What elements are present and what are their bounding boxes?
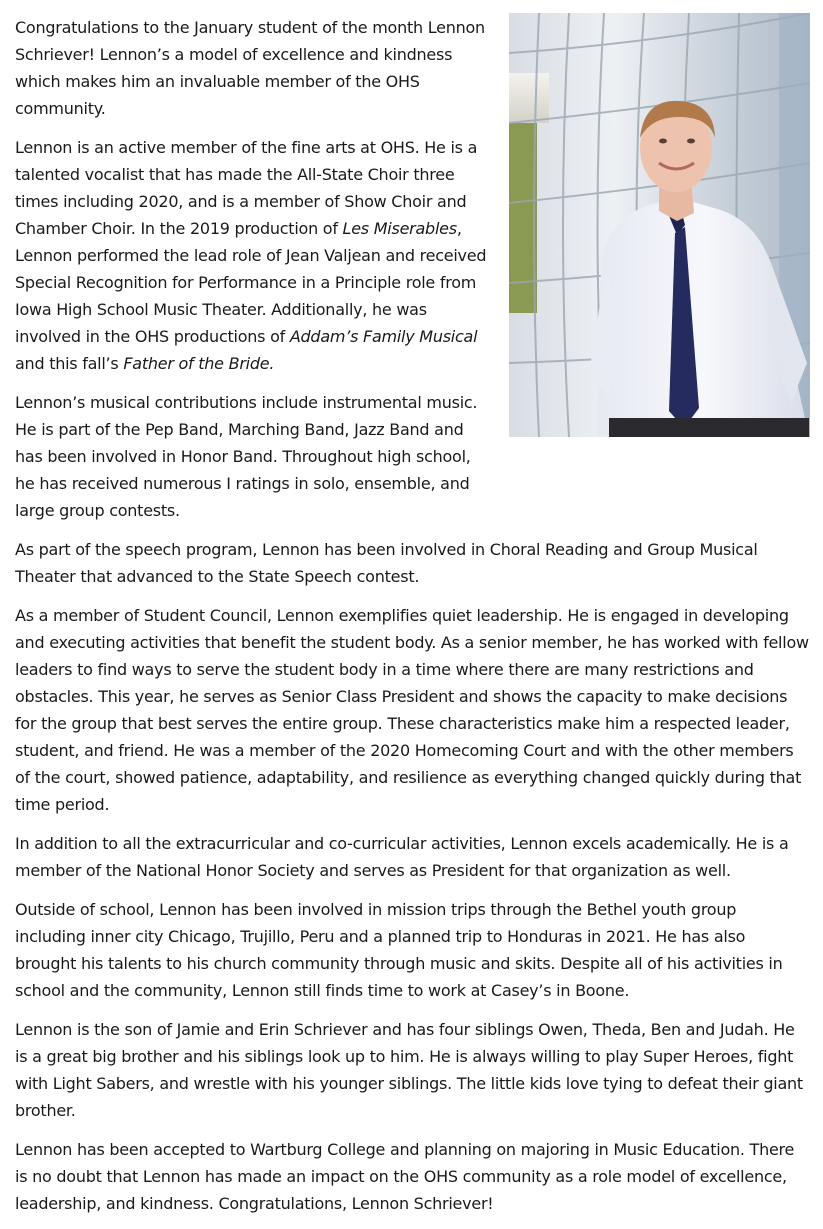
paragraph-student-council: As a member of Student Council, Lennon exemplifies quiet leadership. He is engaged in developing and executing activities that benefit the student body. As a senior member, he has worked with fellow leaders to find ways to serve the student body in a time where there are many restrictions and obstacles. This year, he serves as Senior Class President and shows the capacity to make decisions for the group that best serves the entire group. These characteristics make him a respected leader, student, and friend. He was a member of the 2020 Homecoming Court and with the other members of the court, showed patience, adaptability, and resilience as everything changed quickly during that time period. [15,606,809,814]
paragraph-academics: In addition to all the extracurricular and co-curricular activities, Lennon excels academically. He is a member of the National Honor Society and serves as President for that organization as well. [15,834,789,880]
paragraph-instrumental: Lennon’s musical contributions include instrumental music. He is part of the Pep Band, Marching Band, Jazz Band and has been involved in Honor Band. Throughout high school, he has received numerous I ratings in solo, ensemble, and large group contests. [15,393,478,520]
paragraph-college: Lennon has been accepted to Wartburg College and planning on majoring in Music Education. There is no doubt that Lennon has made an impact on the OHS community as a role model of excellence, leadership, and kindness. Congratulations, Lennon Schriever! [15,1140,795,1213]
paragraph-speech: As part of the speech program, Lennon has been involved in Choral Reading and Group Musical Theater that advanced to the State Speech contest. [15,540,758,586]
paragraph-intro: Congratulations to the January student of the month Lennon Schriever! Lennon’s a model of excellence and kindness which makes him an invaluable member of the OHS community. [15,18,485,118]
title-les-miserables: Les Miserables [342,219,457,238]
article-body [15,14,810,1229]
paragraph-family: Lennon is the son of Jamie and Erin Schriever and has four siblings Owen, Theda, Ben and Judah. He is a great big brother and his siblings look up to him. He is always willing to play Super Heroes, fight with Light Sabers, and wrestle with his younger siblings. The little kids love tying to defeat their giant brother. [15,1020,803,1120]
title-addams-family: Addam’s Family Musical [289,327,478,346]
paragraph-fine-arts: Lennon is an active member of the fine arts at OHS. He is a talented vocalist that has made the All-State Choir three times including 2020, and is a member of Show Choir and Chamber Choir. In the 2019 production of Les Miserables, Lennon performed the lead role of Jean Valjean and received Special Recognition for Performance in a Principle role from Iowa High School Music Theater. Additionally, he was involved in the OHS productions of Addam’s Family Musical and this fall’s Father of the Bride. [15,138,487,373]
title-father-of-the-bride: Father of the Bride. [123,354,275,373]
paragraph-outside-school: Outside of school, Lennon has been involved in mission trips through the Bethel youth group including inner city Chicago, Trujillo, Peru and a planned trip to Honduras in 2021. He has also brought his talents to his church community through music and skits. Despite all of his activities in school and the community, Lennon still finds time to work at Casey’s in Boone. [15,900,783,1000]
